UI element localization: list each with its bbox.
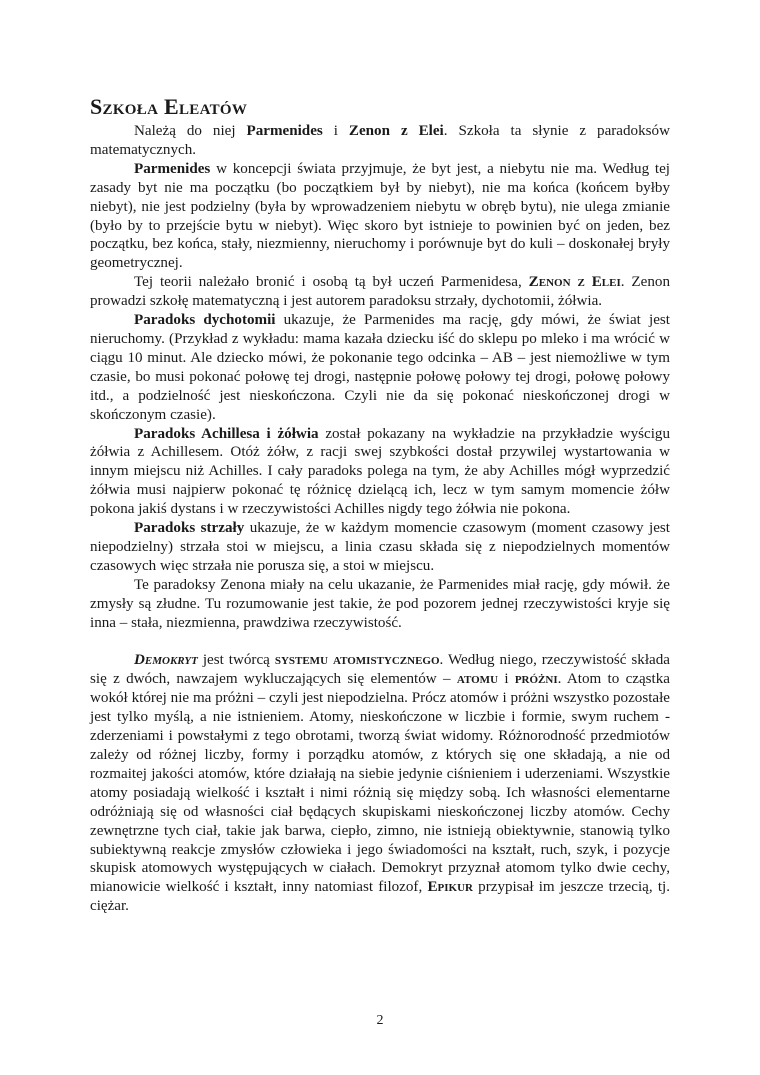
page-number: 2 bbox=[376, 1013, 384, 1028]
bold-term: Paradoks dychotomii bbox=[134, 312, 276, 329]
text: został pokazany na wykładzie na przykładzie wyścigu żółwia z Achillesem. Otóż żółw, z racji swej szybkości dostał przywilej wystartowania w innym miejscu niż Achilles. I cały paradoks polega na tym, że aby Achilles mógł wyprzedzić żółwia musi najpierw pokonać tę różnicę dzielącą ich, lecz w tym samym momencie żółw pokona jakiś dystans i w rzeczywistości Achilles nigdy tego żółwia nie pokona. bbox=[90, 425, 670, 518]
paragraph-summary bbox=[90, 576, 670, 633]
paragraph-parmenides bbox=[90, 160, 670, 273]
text: Te paradoksy Zenona miały na celu ukazanie, że Parmenides miał rację, gdy mówił. że zmysły są złudne. Tu rozumowanie jest takie, że pod pozorem jednej rzeczywistości kryje się inna – stała, niezmienna, prawdziwa rzeczywistość. bbox=[90, 576, 670, 631]
paragraph-demokryt bbox=[90, 651, 670, 916]
text: i bbox=[498, 671, 515, 688]
text: . Szkoła ta słynie z paradoksów matematycznych. bbox=[90, 123, 670, 158]
text: . Zenon prowadzi szkołę matematyczną i jest autorem paradoksu strzały, dychotomii, żółwia. bbox=[90, 274, 670, 310]
bold-name-parmenides: Parmenides bbox=[246, 123, 323, 139]
smallcaps-term-atom: atomu bbox=[456, 671, 499, 688]
bold-name-zenon: Zenon z Elei bbox=[348, 123, 444, 139]
paragraph-strzala bbox=[90, 519, 670, 576]
text: przypisał im jeszcze trzecią, tj. ciężar. bbox=[90, 879, 670, 915]
page-content bbox=[90, 93, 670, 916]
text: i bbox=[322, 123, 349, 139]
text: Tej teorii należało bronić i osobą tą był uczeń Parmenidesa, bbox=[134, 274, 529, 291]
text: ukazuje, że w każdym momencie czasowym (moment czasowy jest niepodzielny) strzała stoi w miejscu, a linia czasu składa się z niepodzielnych momentów czasowych więc strzała nie porusza się, a stoi w miejscu. bbox=[90, 520, 670, 574]
text: ukazuje, że Parmenides ma rację, gdy mówi, że świat jest nieruchomy. (Przykład z wykładu: mama kazała dziecku iść do sklepu po mleko i ma wrócić w ciągu 10 minut. Ale dziecko mówi, że pokonanie tego odcinka – AB – jest niemożliwe w tym czasie, bo musi pokonać połowę tej drogi, następnie połowę połowy tej drogi, połowę połowy itd., a podzielność jest nieskończona. Czyli nie da się pokonać nieskończonej drogi w skończonym czasie). bbox=[90, 312, 670, 423]
smallcaps-term-proznia: próżni bbox=[514, 671, 558, 688]
paragraph-dychotomia bbox=[90, 311, 670, 424]
bold-italic-name-demokryt: Demokryt bbox=[134, 652, 198, 669]
text: . Według niego, rzeczywistość składa się z dwóch, nawzajem wykluczających się elementów – bbox=[90, 652, 670, 688]
paragraph-achilles bbox=[90, 425, 670, 520]
section-heading: Szkoła Eleatów bbox=[90, 94, 248, 119]
paragraph-intro bbox=[90, 122, 670, 160]
bold-term: Paradoks strzały bbox=[134, 520, 245, 537]
text: w koncepcji świata przyjmuje, że byt jest, a niebytu nie ma. Według tej zasady byt nie ma początku (bo początkiem był by niebyt), nie ma końca (końcem byłby niebyt), nie jest podzielny (była by wprowadzeniem niebytu w obręb bytu), nie ulega zmianie (było by to przejście bytu w niebyt). Więc skoro byt istnieje to powinien być on jeden, bez początku, bez końca, stały, niezmienny, nieruchomy i porównuje byt do kuli – doskonałej bryły geometrycznej. bbox=[90, 160, 670, 272]
text: jest twórcą bbox=[197, 652, 275, 669]
bold-term: Paradoks Achillesa i żółwia bbox=[134, 425, 319, 442]
paragraph-zenon bbox=[90, 273, 670, 311]
smallcaps-name-epikur: Epikur bbox=[427, 879, 473, 896]
smallcaps-term: systemu atomistycznego bbox=[274, 652, 440, 669]
bold-term: Parmenides bbox=[134, 160, 211, 177]
smallcaps-name-zenon: Zenon z Elei bbox=[528, 274, 621, 291]
text: . Atom to cząstka wokół której nie ma próżni – czyli jest niepodzielna. Prócz atomów i próżni wszystko pozostałe jest tylko myślą, a nie istnieniem. Atomy, nieskończone w liczbie i formie, swym ruchem - zderzeniami i powstałymi z tego obrotami, tworzą świat widomy. Różnorodność przedmiotów zależy od różnej liczby, formy i porządku atomów, z których się one składają, a nie od rozmaitej jakości atomów, które działają na siebie jedynie ciśnieniem i uderzeniami. Wszystkie atomy posiadają wielkość i kształt i nimi różnią się między sobą. Ich własności elementarne odróżniają się od własności ciał będących skupiskami nieskończonej liczby atomów. Cechy zewnętrzne tych ciał, takie jak barwa, ciepło, zimno, nie istnieją obiektywnie, stanowią tylko subiektywną reakcje zmysłów człowieka i jego świadomości na kształt, ruch, szyk, i pozycje skupisk atomowych występujących w ciałach. Demokryt przyznał atomom tylko dwie cechy, mianowicie wielkość i kształt, inny natomiast filozof, bbox=[90, 671, 670, 896]
text: Należą do niej bbox=[134, 123, 247, 139]
